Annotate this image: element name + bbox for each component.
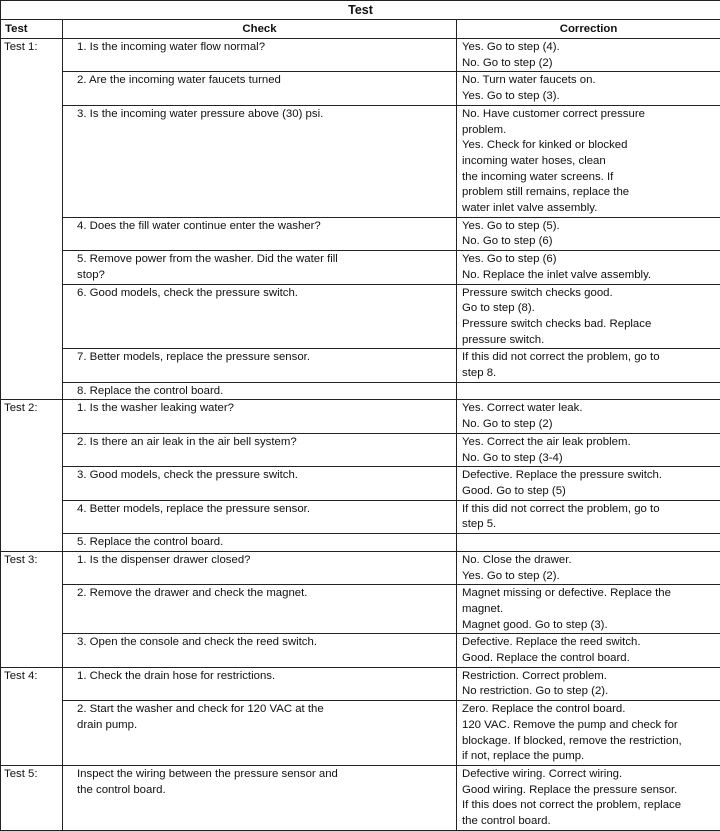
table-row	[1, 634, 720, 667]
table-row	[1, 467, 720, 500]
correction-line: Defective wiring. Correct wiring.	[462, 767, 716, 783]
check-line: 4. Does the fill water continue enter the washer?	[77, 219, 452, 235]
correction-line: Restriction. Correct problem.	[462, 669, 716, 685]
correction-cell	[457, 433, 720, 466]
table-row	[1, 349, 720, 382]
check-cell	[63, 433, 457, 466]
correction-line: If this did not correct the problem, go to	[462, 502, 716, 518]
table-row	[1, 284, 720, 349]
check-cell	[63, 634, 457, 667]
table-title: Test	[1, 1, 720, 20]
table-row	[1, 551, 720, 584]
check-line: stop?	[77, 268, 452, 284]
check-cell	[63, 39, 457, 72]
correction-cell	[457, 634, 720, 667]
correction-line: If this does not correct the problem, replace	[462, 798, 716, 814]
check-cell	[63, 500, 457, 533]
check-line: drain pump.	[77, 718, 452, 734]
correction-line: problem still remains, replace the	[462, 185, 716, 201]
check-line: 8. Replace the control board.	[77, 384, 452, 400]
check-cell	[63, 765, 457, 830]
header-check: Check	[63, 20, 457, 39]
correction-cell	[457, 39, 720, 72]
check-cell	[63, 251, 457, 284]
test-label: Test 4:	[1, 667, 63, 765]
correction-line: water inlet valve assembly.	[462, 201, 716, 217]
table-row	[1, 400, 720, 433]
header-test: Test	[1, 20, 63, 39]
check-cell	[63, 585, 457, 634]
correction-line: Yes. Go to step (6)	[462, 252, 716, 268]
correction-line: Magnet missing or defective. Replace the	[462, 586, 716, 602]
correction-cell	[457, 217, 720, 250]
check-line: 1. Is the incoming water flow normal?	[77, 40, 452, 56]
check-line: 3. Is the incoming water pressure above (30) psi.	[77, 107, 452, 123]
correction-cell	[457, 284, 720, 349]
table-row	[1, 433, 720, 466]
table-row	[1, 500, 720, 533]
table-row	[1, 585, 720, 634]
correction-line: Zero. Replace the control board.	[462, 702, 716, 718]
correction-line: 120 VAC. Remove the pump and check for	[462, 718, 716, 734]
correction-cell	[457, 400, 720, 433]
table-row	[1, 72, 720, 105]
correction-cell	[457, 551, 720, 584]
correction-line: Defective. Replace the pressure switch.	[462, 468, 716, 484]
correction-cell	[457, 500, 720, 533]
table-row	[1, 251, 720, 284]
check-line: 5. Remove power from the washer. Did the water fill	[77, 252, 452, 268]
table-row	[1, 765, 720, 830]
table-row	[1, 382, 720, 400]
check-line: 3. Good models, check the pressure switch.	[77, 468, 452, 484]
correction-line: pressure switch.	[462, 333, 716, 349]
table-row	[1, 105, 720, 217]
correction-line: No. Go to step (2)	[462, 417, 716, 433]
check-line: 2. Remove the drawer and check the magnet.	[77, 586, 452, 602]
correction-cell	[457, 105, 720, 217]
test-label: Test 3:	[1, 551, 63, 667]
check-cell	[63, 382, 457, 400]
correction-line: Yes. Correct water leak.	[462, 401, 716, 417]
correction-line: No restriction. Go to step (2).	[462, 684, 716, 700]
correction-line: problem.	[462, 123, 716, 139]
correction-line: Yes. Go to step (4).	[462, 40, 716, 56]
correction-line: Yes. Go to step (3).	[462, 89, 716, 105]
correction-cell	[457, 765, 720, 830]
check-line: 4. Better models, replace the pressure sensor.	[77, 502, 452, 518]
correction-cell	[457, 349, 720, 382]
correction-line: Magnet good. Go to step (3).	[462, 618, 716, 634]
correction-line: Good wiring. Replace the pressure sensor.	[462, 783, 716, 799]
correction-cell	[457, 251, 720, 284]
check-line: 2. Is there an air leak in the air bell system?	[77, 435, 452, 451]
check-cell	[63, 534, 457, 552]
correction-line: No. Go to step (6)	[462, 234, 716, 250]
correction-cell	[457, 534, 720, 552]
correction-line: blockage. If blocked, remove the restriction,	[462, 734, 716, 750]
correction-cell	[457, 701, 720, 766]
check-line: 1. Is the washer leaking water?	[77, 401, 452, 417]
header-correction: Correction	[457, 20, 720, 39]
check-line: 6. Good models, check the pressure switch.	[77, 286, 452, 302]
correction-line: Good. Replace the control board.	[462, 651, 716, 667]
check-cell	[63, 551, 457, 584]
check-cell	[63, 467, 457, 500]
check-cell	[63, 701, 457, 766]
check-line: 5. Replace the control board.	[77, 535, 452, 551]
table-row	[1, 534, 720, 552]
test-label: Test 1:	[1, 39, 63, 400]
check-cell	[63, 667, 457, 700]
table-row	[1, 701, 720, 766]
correction-line: Yes. Go to step (5).	[462, 219, 716, 235]
test-label: Test 2:	[1, 400, 63, 551]
correction-line: Yes. Check for kinked or blocked	[462, 138, 716, 154]
correction-line: Yes. Correct the air leak problem.	[462, 435, 716, 451]
table-body	[1, 39, 720, 831]
check-cell	[63, 284, 457, 349]
check-cell	[63, 72, 457, 105]
correction-line: No. Have customer correct pressure	[462, 107, 716, 123]
check-line: 1. Check the drain hose for restrictions.	[77, 669, 452, 685]
table-row	[1, 39, 720, 72]
check-line: the control board.	[77, 783, 452, 799]
check-line: 7. Better models, replace the pressure sensor.	[77, 350, 452, 366]
correction-line: No. Close the drawer.	[462, 553, 716, 569]
correction-line: Yes. Go to step (2).	[462, 569, 716, 585]
check-line: 2. Are the incoming water faucets turned	[77, 73, 452, 89]
correction-line: Good. Go to step (5)	[462, 484, 716, 500]
correction-line: magnet.	[462, 602, 716, 618]
table-row	[1, 667, 720, 700]
correction-line: Defective. Replace the reed switch.	[462, 635, 716, 651]
correction-line: No. Turn water faucets on.	[462, 73, 716, 89]
correction-cell	[457, 72, 720, 105]
correction-line: the control board.	[462, 814, 716, 830]
check-cell	[63, 349, 457, 382]
correction-line: No. Go to step (3-4)	[462, 451, 716, 467]
correction-line: the incoming water screens. If	[462, 170, 716, 186]
check-cell	[63, 217, 457, 250]
check-line: 3. Open the console and check the reed switch.	[77, 635, 452, 651]
correction-line: step 8.	[462, 366, 716, 382]
test-label: Test 5:	[1, 765, 63, 830]
correction-line: If this did not correct the problem, go to	[462, 350, 716, 366]
correction-line: Pressure switch checks bad. Replace	[462, 317, 716, 333]
check-line: Inspect the wiring between the pressure sensor and	[77, 767, 452, 783]
correction-line: Pressure switch checks good.	[462, 286, 716, 302]
correction-line: No. Replace the inlet valve assembly.	[462, 268, 716, 284]
correction-cell	[457, 467, 720, 500]
table-row	[1, 217, 720, 250]
correction-cell	[457, 667, 720, 700]
check-line: 1. Is the dispenser drawer closed?	[77, 553, 452, 569]
check-cell	[63, 105, 457, 217]
correction-line: No. Go to step (2)	[462, 56, 716, 72]
correction-cell	[457, 382, 720, 400]
check-cell	[63, 400, 457, 433]
correction-line: if not, replace the pump.	[462, 749, 716, 765]
correction-line: Go to step (8).	[462, 301, 716, 317]
correction-line: incoming water hoses, clean	[462, 154, 716, 170]
correction-line: step 5.	[462, 517, 716, 533]
correction-cell	[457, 585, 720, 634]
check-line: 2. Start the washer and check for 120 VAC at the	[77, 702, 452, 718]
